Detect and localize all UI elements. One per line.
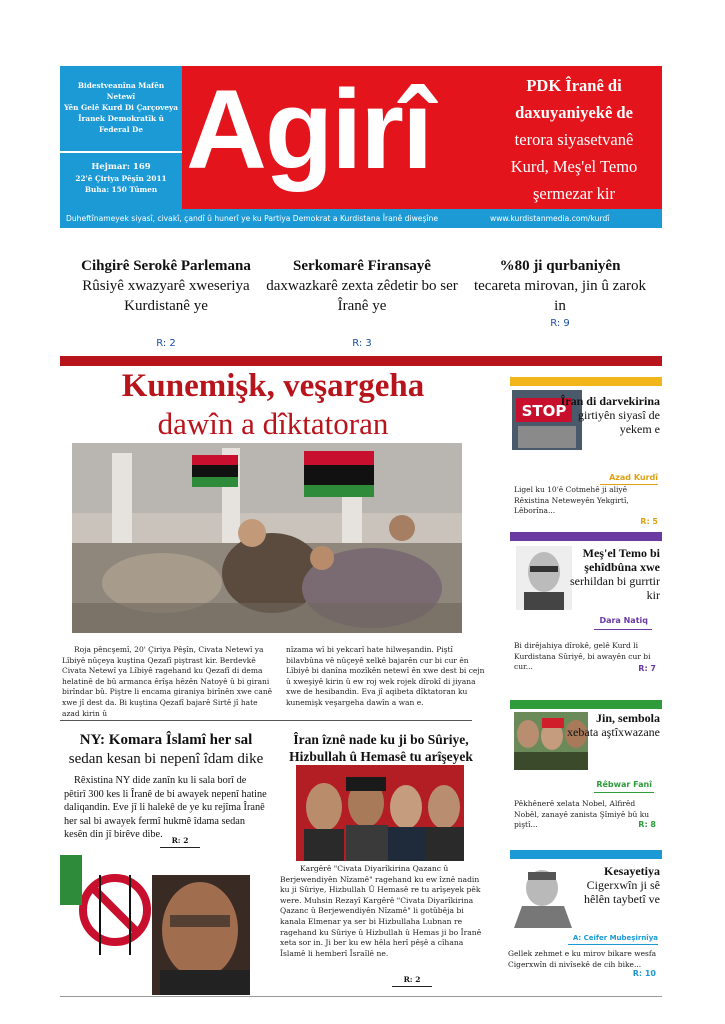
author: Rêbwar Fanî bbox=[596, 780, 652, 789]
author: Azad Kurdî bbox=[609, 473, 658, 482]
headline-line: sedan kesan bi nepenî îdam dike bbox=[68, 751, 264, 767]
right-item-2-title[interactable] bbox=[560, 546, 660, 602]
right-item-3-title[interactable] bbox=[560, 711, 660, 739]
motto-line: Federal De bbox=[98, 125, 144, 134]
headline-line: Îran îznê nade ku ji bo Sûriye, bbox=[293, 732, 469, 747]
rule bbox=[60, 720, 472, 721]
headline-line: PDK Îranê di bbox=[526, 76, 622, 95]
page-ref: R: 8 bbox=[638, 820, 656, 829]
teaser-1[interactable] bbox=[66, 256, 266, 354]
masthead-motto-box bbox=[60, 66, 182, 151]
motto-line: Yên Gelê Kurd Di Çarçoveya bbox=[63, 103, 179, 112]
teaser-title: Cihgirê Serokê Parlemana bbox=[81, 258, 251, 274]
masthead-headline[interactable] bbox=[490, 72, 658, 207]
author: A: Ceifer Mubeşirnîya bbox=[572, 934, 658, 942]
story-iran-text: Kargêrê "Civata Diyarîkirina Qazanc û Berjewendiyên Nîzamê" ragehand ku ew îznê nadin ku ji Sûriye, Hizbullah Û Hemasê re tu arîşeyek pêk were. Muhsin Rezayî Kargêrê "Civata Diyarîkirina Qazanc û Berjewendiyên Nîzamê" li gotûbêja bi kanala Elmenar ya ser bi Hizbullaha Lubnan re ragehand ku Sûriye û Hizbullah û Hemas ji bo Îranê xeta sor in. Ji ber ku ew hêla herî pêşê a cîhana Îslamê li hemberî Îsraîlê ne. bbox=[280, 864, 482, 958]
teaser-text: Rûsiyê xwazyarê xweseriya Kurdistanê ye bbox=[82, 278, 250, 314]
section-divider bbox=[60, 356, 662, 366]
right-item-1-text: Ligel ku 10'ê Cotmehê ji aliyê Rêxistina Neteweyên Yekgirtî, Lêborîna... bbox=[514, 485, 629, 516]
headline-line: terora siyasetvanê bbox=[514, 130, 634, 149]
title-rest: Cigerxwîn ji sê hêlên taybetî ve bbox=[584, 878, 660, 906]
title-bold: Meş'el Temo bi şehîdbûna xwe bbox=[582, 546, 660, 574]
teaser-text: tecareta mirovan, jin û zarok in bbox=[473, 278, 646, 314]
website-link[interactable]: www.kurdistanmedia.com/kurdî bbox=[490, 214, 610, 223]
lead-title-line1[interactable]: Kunemişk, veşargeha bbox=[121, 368, 425, 404]
issue-price: Buha: 150 Tûmen bbox=[84, 185, 158, 194]
headline-line: Hizbullah û Hemasê tu arîşeyek bbox=[289, 749, 473, 764]
motto-line: Bidestveanîna Mafên bbox=[77, 81, 165, 90]
title-rest: girtiyên siyasî de yekem e bbox=[578, 408, 660, 436]
right-item-4-title[interactable] bbox=[560, 864, 660, 906]
teaser-title: %80 ji qurbaniyên bbox=[499, 258, 621, 274]
issue-number: Hejmar: 169 bbox=[91, 162, 151, 172]
headline-line: NY: Komara Îslamî her sal bbox=[79, 732, 253, 748]
headline-line: daxuyaniyekê de bbox=[515, 103, 633, 122]
headline-line: şermezar kir bbox=[533, 184, 615, 203]
right-item-1-title[interactable] bbox=[560, 394, 660, 436]
issue-date: 22'ê Çiriya Pêşîn 2011 bbox=[75, 174, 167, 183]
rule bbox=[594, 629, 652, 630]
right-item-3-text: Pêkhênerê xelata Nobel, Alfirêd Nobêl, zanayê zanista Şîmiyê bû ku piştî... bbox=[514, 799, 650, 830]
story-iran-headline[interactable] bbox=[276, 731, 486, 765]
teaser-3[interactable] bbox=[470, 256, 650, 334]
lead-body-col2: nîzama wî bi yekcarî hate hilweşandin. Piştî bilavbûna vê nûçeyê xelkê bajarên cur bi cur ên Lîbiyê bi danîna mozîkên netewî ên xwe dest bi cejn û xweşiyê kirin û ew roj wek rojek dîrokî di jiyana xwe de hesibandin. Eva jî aqibeta dîktatoran ku kunemişk veşargeha dawîn a wan e. bbox=[286, 645, 485, 707]
page-ref: R: 3 bbox=[352, 338, 372, 349]
right-item-4-text: Gellek zehmet e ku mirov bikare wesfa Cigerxwîn di nivîsekê de cih bike... bbox=[508, 949, 657, 969]
leaders-photo bbox=[296, 765, 464, 861]
page-ref: R: 10 bbox=[632, 969, 656, 978]
column-bar bbox=[510, 532, 662, 541]
stop-sign-text: STOP bbox=[521, 402, 567, 420]
title-bold: Jin, sembola bbox=[595, 711, 660, 725]
rule bbox=[568, 944, 658, 945]
strip-description: Duheftînameyek siyasî, civakî, çandî û hunerî ye ku Partiya Demokrat a Kurdistana Îranê diweşîne bbox=[66, 214, 439, 223]
rule bbox=[594, 792, 654, 793]
page-ref: R: 9 bbox=[550, 318, 570, 329]
page-ref: R: 7 bbox=[638, 664, 656, 673]
page-ref: R: 2 bbox=[403, 975, 421, 984]
lead-photo bbox=[72, 443, 462, 633]
execution-photo bbox=[60, 855, 250, 995]
title-rest: xebata aştîxwazane bbox=[567, 725, 660, 739]
motto-line: Îranek Demokratîk û bbox=[78, 114, 164, 123]
title-rest: serhildan bi gurrtir kir bbox=[570, 574, 660, 602]
right-item-2-text: Bi dirêjahiya dîrokê, gelê Kurd li Kurdistana Sûriyê, bi awayên cur bi cur... bbox=[514, 641, 651, 672]
author: Dara Natiq bbox=[599, 616, 648, 625]
page-ref: R: 5 bbox=[640, 517, 658, 526]
column-bar bbox=[510, 377, 662, 386]
page-ref: R: 2 bbox=[156, 338, 176, 349]
story-ny-text: Rêxistina NY dide zanîn ku li sala borî de pêtirî 300 kes li Îranê de bi awayek nepenî hatine daliqandin. Eve jî li halekê de ye ku rejîma Îranê her sal bi awayek fermî hukmê îdama sedan kesên din jî birêve dibe. bbox=[64, 775, 267, 841]
libya-flag bbox=[304, 451, 374, 497]
story-ny-headline[interactable] bbox=[60, 731, 272, 769]
headline-line: Kurd, Meş'el Temo bbox=[510, 157, 638, 176]
page-ref: R: 2 bbox=[171, 836, 189, 845]
column-bar bbox=[510, 700, 662, 709]
title-bold: Îran di darvekirina bbox=[560, 394, 660, 408]
column-bar bbox=[510, 850, 662, 859]
title-bold: Kesayetiya bbox=[604, 864, 660, 878]
lead-title-line2[interactable]: dawîn a dîktatoran bbox=[157, 406, 389, 441]
bottom-rule bbox=[60, 996, 662, 997]
issue-info-box bbox=[60, 151, 182, 211]
libya-flag bbox=[192, 455, 238, 487]
motto-line: Netewî bbox=[106, 92, 136, 101]
arrow-rule bbox=[160, 847, 200, 848]
newspaper-logo: Agirî bbox=[186, 67, 432, 192]
teaser-title: Serkomarê Firansayê bbox=[293, 258, 431, 274]
arrow-rule bbox=[392, 986, 432, 987]
masthead-strip bbox=[60, 209, 662, 228]
teaser-text: daxwazkarê zexta zêdetir bo ser Îranê ye bbox=[266, 278, 458, 314]
lead-body-col1: Roja pêncşemî, 20' Çiriya Pêşîn, Civata Netewî ya Lîbiyê nûçeya kuştina Qezafî piştrast kir. Berdevkê Civata Netewî ya Lîbiyê ragehand ku Qezafî di dema helatinê de bû armanca êrîşa hêzên Natoyê û bi girani birîndar bû. Piştre li encama giraniya birînên xwe canê xwe jî dest da. Bi kuştina Qezafî bajarê Sirtê jî hate azad kirin û bbox=[62, 645, 273, 718]
teaser-2[interactable] bbox=[262, 256, 462, 354]
